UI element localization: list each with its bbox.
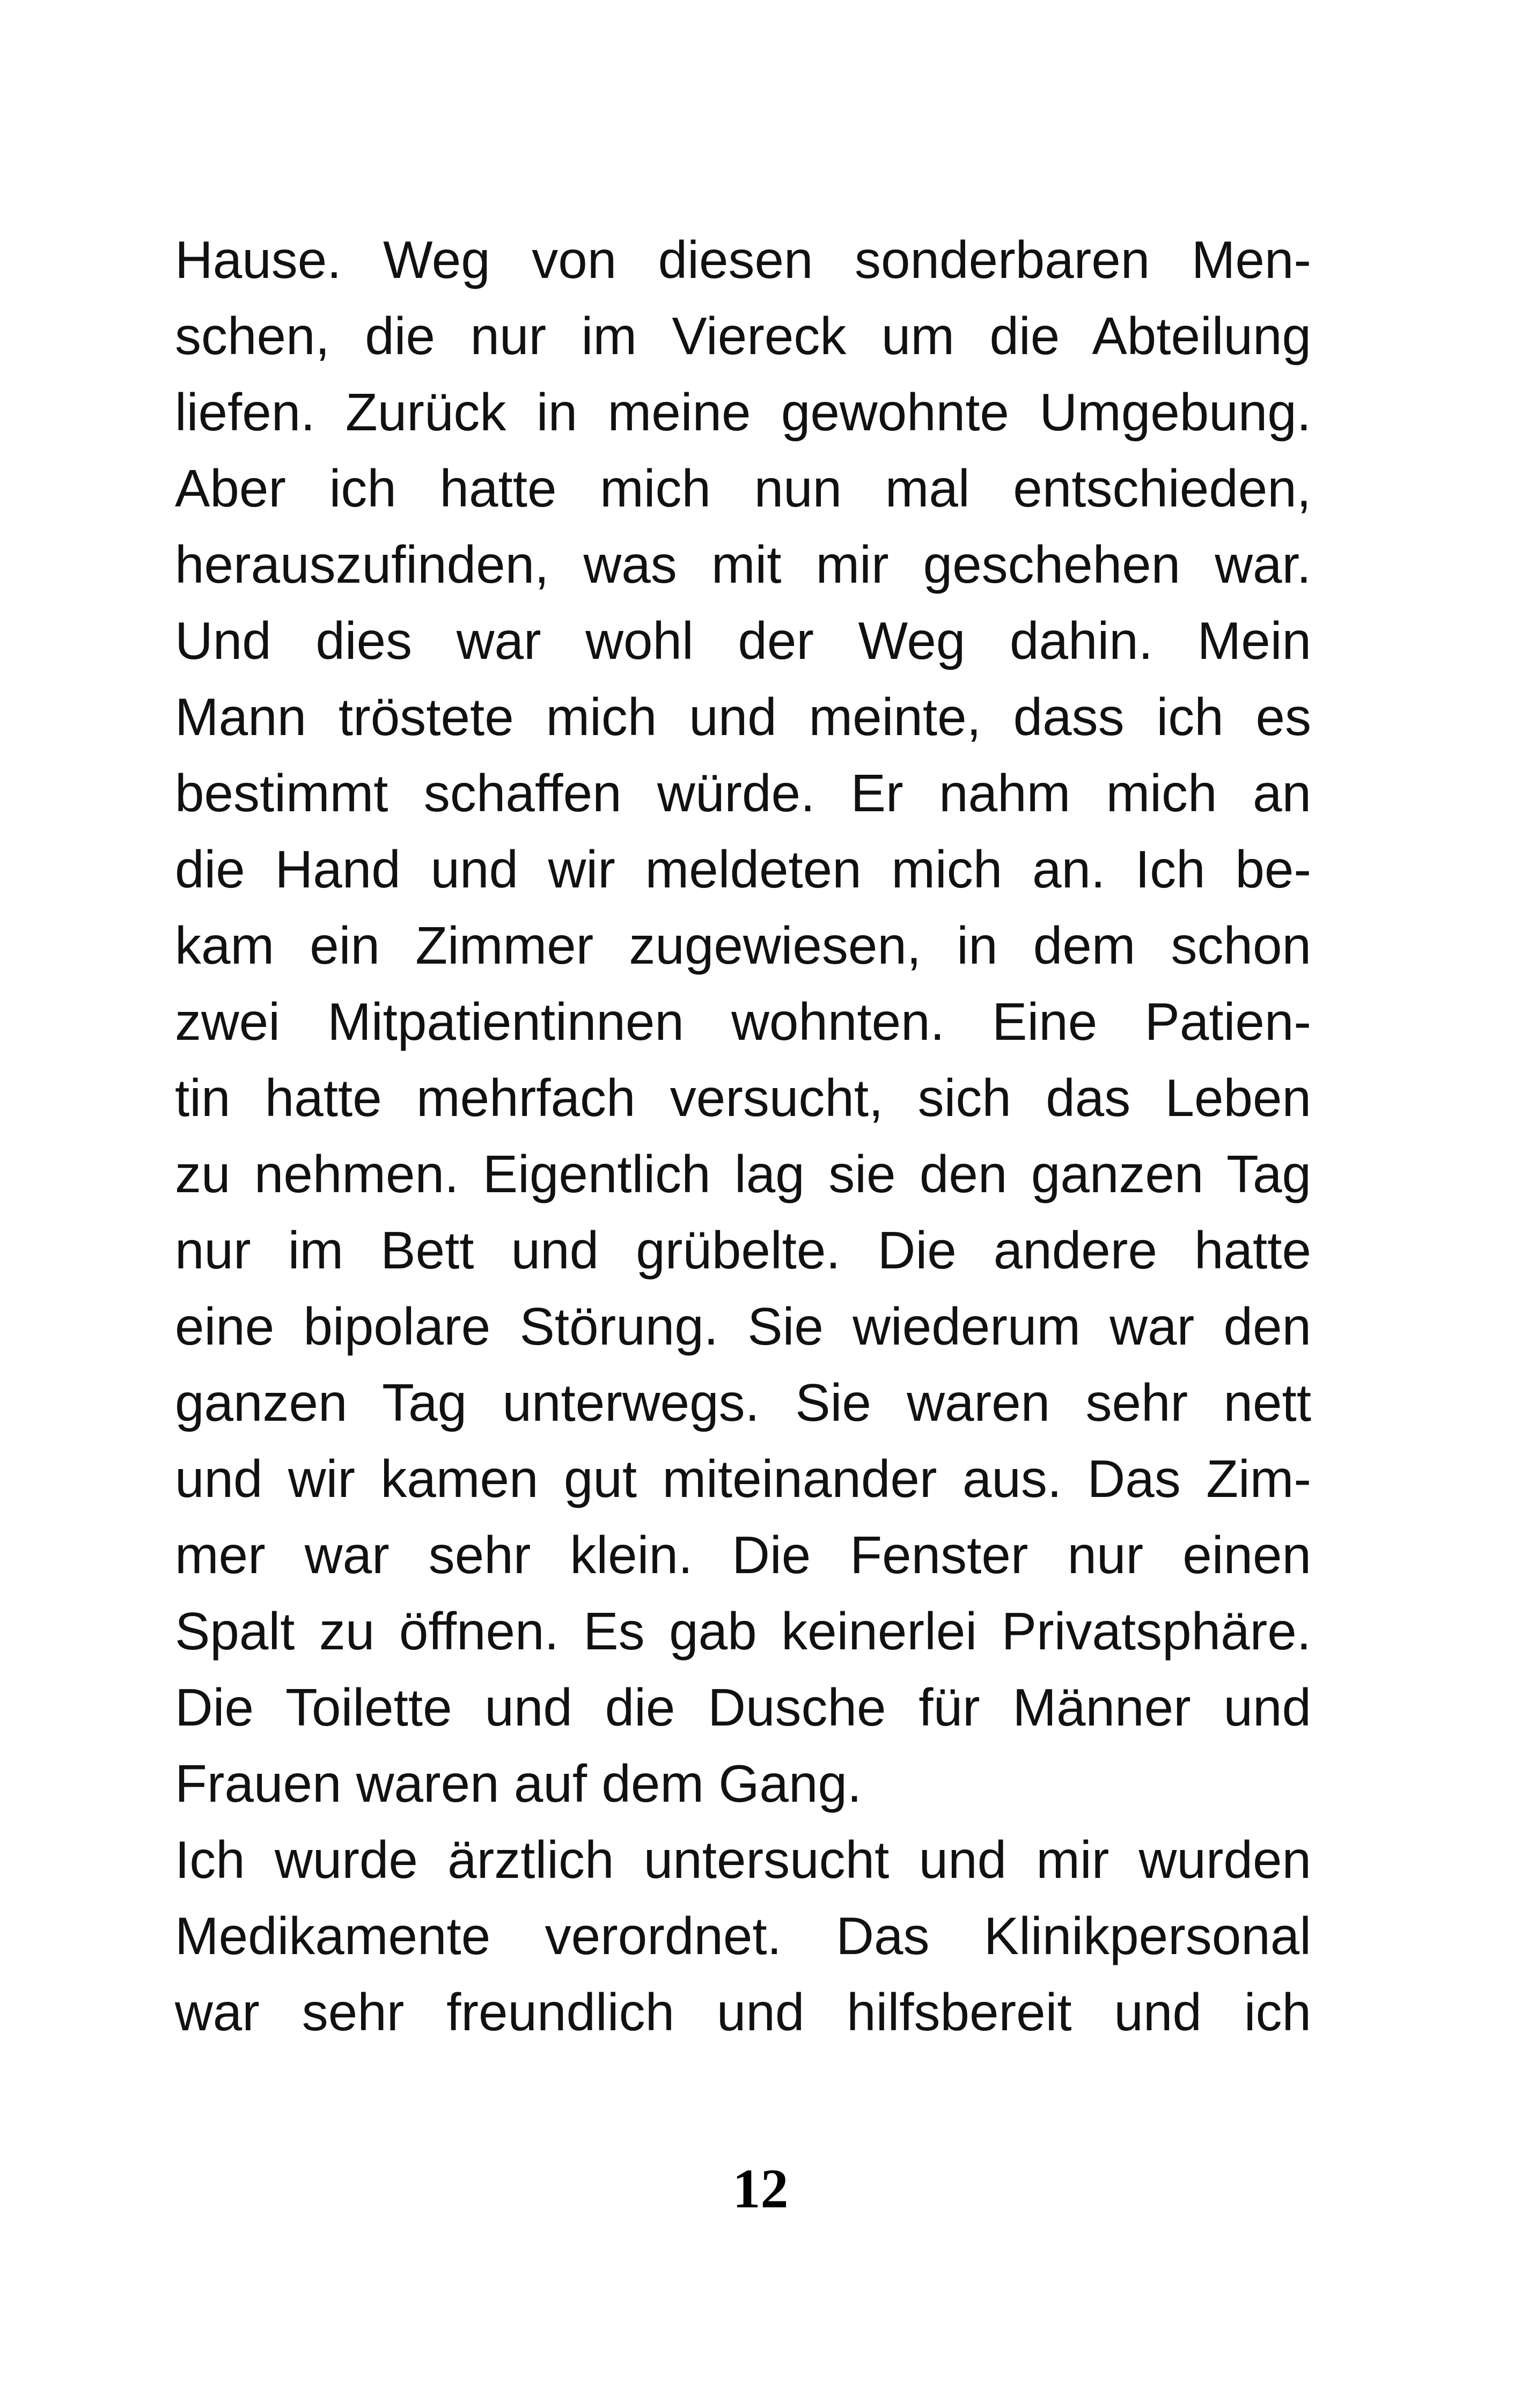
text-line: Hause. Weg von diesen sonderbaren Men- bbox=[175, 230, 1311, 289]
text-line: zwei Mitpatientinnen wohnten. Eine Patien- bbox=[175, 992, 1311, 1051]
text-line: Die Toilette und die Dusche für Männer und bbox=[175, 1678, 1311, 1737]
text-line: ganzen Tag unterwegs. Sie waren sehr nett bbox=[175, 1373, 1311, 1432]
text-line: Mann tröstete mich und meinte, dass ich es bbox=[175, 687, 1311, 746]
text-line: und wir kamen gut miteinander aus. Das Zim- bbox=[175, 1449, 1311, 1508]
text-line: tin hatte mehrfach versucht, sich das Leben bbox=[175, 1068, 1311, 1127]
text-line: mer war sehr klein. Die Fenster nur einen bbox=[175, 1525, 1311, 1584]
text-line: eine bipolare Störung. Sie wiederum war den bbox=[175, 1297, 1311, 1356]
text-line: schen, die nur im Viereck um die Abteilung bbox=[175, 306, 1311, 365]
text-line: Frauen waren auf dem Gang. bbox=[175, 1754, 862, 1813]
text-line: Ich wurde ärztlich untersucht und mir wurden bbox=[175, 1830, 1311, 1889]
text-line: herauszufinden, was mit mir geschehen war. bbox=[175, 535, 1311, 594]
text-line: die Hand und wir meldeten mich an. Ich be- bbox=[175, 840, 1311, 899]
text-line: Medikamente verordnet. Das Klinikpersonal bbox=[175, 1906, 1311, 1965]
text-line: Und dies war wohl der Weg dahin. Mein bbox=[175, 611, 1311, 670]
text-line: kam ein Zimmer zugewiesen, in dem schon bbox=[175, 916, 1311, 975]
page-number: 12 bbox=[732, 2158, 789, 2220]
text-line: zu nehmen. Eigentlich lag sie den ganzen Tag bbox=[175, 1144, 1311, 1203]
text-line: bestimmt schaffen würde. Er nahm mich an bbox=[175, 763, 1311, 823]
text-line: Aber ich hatte mich nun mal entschieden, bbox=[175, 459, 1311, 518]
text-line: liefen. Zurück in meine gewohnte Umgebung. bbox=[175, 383, 1311, 442]
body-text bbox=[175, 222, 1311, 2050]
text-line: Spalt zu öffnen. Es gab keinerlei Privatsphäre. bbox=[175, 1602, 1311, 1661]
text-line: nur im Bett und grübelte. Die andere hatte bbox=[175, 1221, 1311, 1280]
text-line: war sehr freundlich und hilfsbereit und ich bbox=[175, 1983, 1311, 2042]
